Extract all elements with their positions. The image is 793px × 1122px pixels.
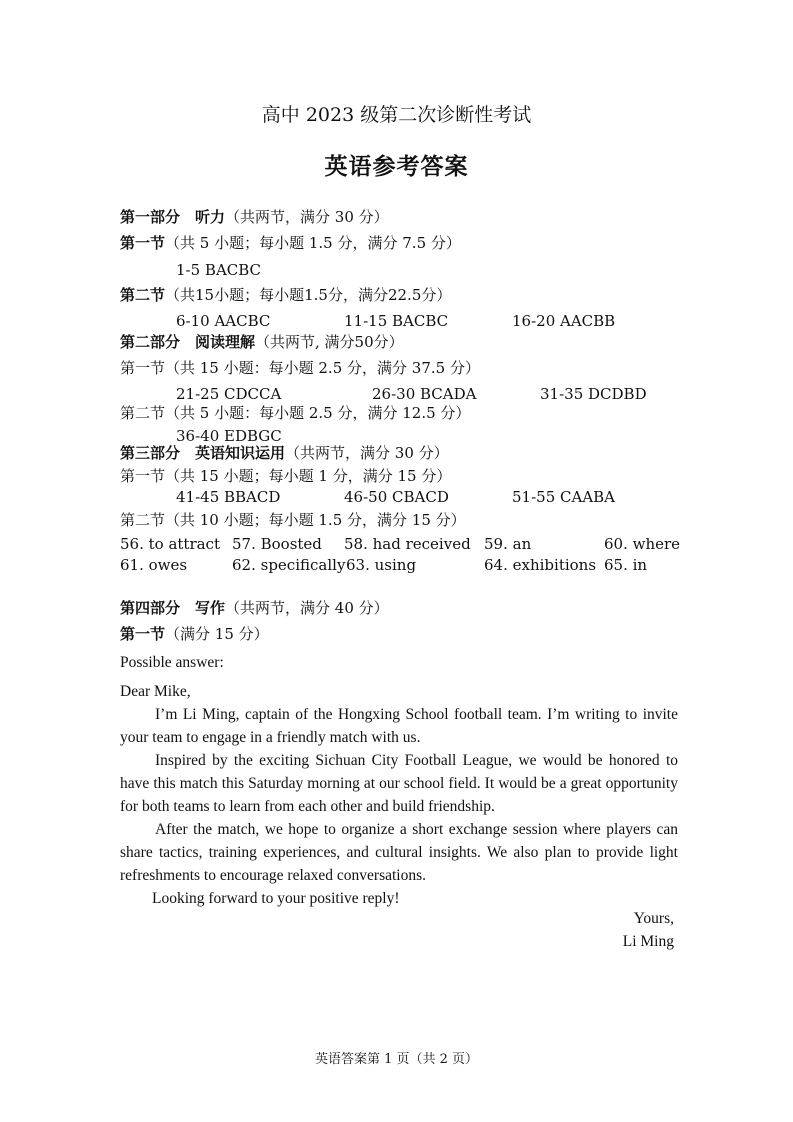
answer-group: 46-50 CBACD bbox=[344, 488, 449, 506]
part1-heading bbox=[120, 207, 389, 227]
letter-signoff: Yours, bbox=[633, 910, 674, 927]
part3-section1: 第一节（共 15 小题；每小题 1 分，满分 15 分） bbox=[120, 467, 452, 485]
cloze-answer: 62. specifically bbox=[232, 556, 346, 574]
answer-key-title: 英语参考答案 bbox=[324, 153, 469, 180]
part4-section1 bbox=[120, 624, 269, 644]
part2-heading-note: （共两节, 满分50分） bbox=[255, 333, 404, 351]
answer-group: 1-5 BACBC bbox=[176, 261, 262, 279]
cloze-answer: 60. where bbox=[604, 535, 681, 553]
answer-group: 51-55 CAABA bbox=[512, 488, 616, 506]
answer-group: 26-30 BCADA bbox=[372, 385, 477, 403]
answer-group: 11-15 BACBC bbox=[344, 312, 449, 330]
part1-sec2-note: （共15小题；每小题1.5分，满分22.5分） bbox=[165, 286, 452, 304]
cloze-answer: 64. exhibitions bbox=[484, 556, 597, 574]
cloze-answer: 57. Boosted bbox=[232, 535, 322, 553]
part4-heading-label: 第四部分 写作 bbox=[120, 599, 226, 617]
answer-group: 31-35 DCDBD bbox=[540, 385, 647, 403]
cloze-answer: 61. owes bbox=[120, 556, 188, 574]
part3-heading bbox=[120, 443, 449, 463]
part1-sec1-note: （共 5 小题；每小题 1.5 分，满分 7.5 分） bbox=[165, 234, 461, 252]
answer-group: 36-40 EDBGC bbox=[176, 427, 282, 445]
part1-heading-note: （共两节，满分 30 分） bbox=[225, 208, 389, 226]
page-footer: 英语答案第 1 页（共 2 页） bbox=[314, 1052, 479, 1067]
part2-heading-label: 第二部分 阅读理解 bbox=[120, 333, 256, 351]
answer-group: 21-25 CDCCA bbox=[176, 385, 282, 403]
part1-section2 bbox=[120, 285, 451, 305]
cloze-answer: 59. an bbox=[484, 535, 532, 553]
part3-heading-label: 第三部分 英语知识运用 bbox=[120, 444, 286, 462]
letter-body bbox=[120, 703, 678, 910]
part1-heading-label: 第一部分 听力 bbox=[120, 208, 226, 226]
answer-group: 6-10 AACBC bbox=[176, 312, 271, 330]
part4-sec1-note: （满分 15 分） bbox=[165, 625, 269, 643]
cloze-answer: 58. had received bbox=[344, 535, 471, 553]
part4-heading bbox=[120, 598, 389, 618]
cloze-answer: 65. in bbox=[604, 556, 648, 574]
exam-title: 高中 2023 级第二次诊断性考试 bbox=[261, 104, 532, 126]
part3-section2: 第二节（共 10 小题；每小题 1.5 分，满分 15 分） bbox=[120, 511, 466, 529]
letter-paragraph: I’m Li Ming, captain of the Hongxing School football team. I’m writing to invite your team to engage in a friendly match with us. bbox=[120, 706, 678, 746]
answer-group: 16-20 AACBB bbox=[512, 312, 616, 330]
part1-sec1-label: 第一节 bbox=[120, 234, 166, 252]
letter-paragraph: After the match, we hope to organize a short exchange session where players can share tactics, training experiences, and cultural insights. We also plan to provide light refreshments to encourage relaxed conversations. bbox=[120, 821, 678, 884]
part4-sec1-label: 第一节 bbox=[120, 625, 166, 643]
letter-paragraph: Inspired by the exciting Sichuan City Football League, we would be honored to have this match this Saturday morning at our school field. It would be a great opportunity for both teams to learn from each other and build friendship. bbox=[120, 752, 678, 815]
letter-signature: Li Ming bbox=[622, 933, 674, 950]
part3-heading-note: （共两节，满分 30 分） bbox=[285, 444, 449, 462]
part4-heading-note: （共两节，满分 40 分） bbox=[225, 599, 389, 617]
cloze-answer: 63. using bbox=[346, 556, 417, 574]
part1-sec2-label: 第二节 bbox=[120, 286, 166, 304]
part2-heading bbox=[120, 332, 404, 352]
part2-section2: 第二节（共 5 小题：每小题 2.5 分，满分 12.5 分） bbox=[120, 404, 471, 422]
letter-greeting: Dear Mike, bbox=[120, 683, 191, 700]
part1-section1 bbox=[120, 233, 461, 253]
possible-answer-label: Possible answer: bbox=[120, 654, 224, 671]
part2-section1: 第一节（共 15 小题：每小题 2.5 分，满分 37.5 分） bbox=[120, 359, 480, 377]
answer-group: 41-45 BBACD bbox=[176, 488, 281, 506]
letter-closing-line: Looking forward to your positive reply! bbox=[152, 890, 400, 907]
cloze-answer: 56. to attract bbox=[120, 535, 220, 553]
